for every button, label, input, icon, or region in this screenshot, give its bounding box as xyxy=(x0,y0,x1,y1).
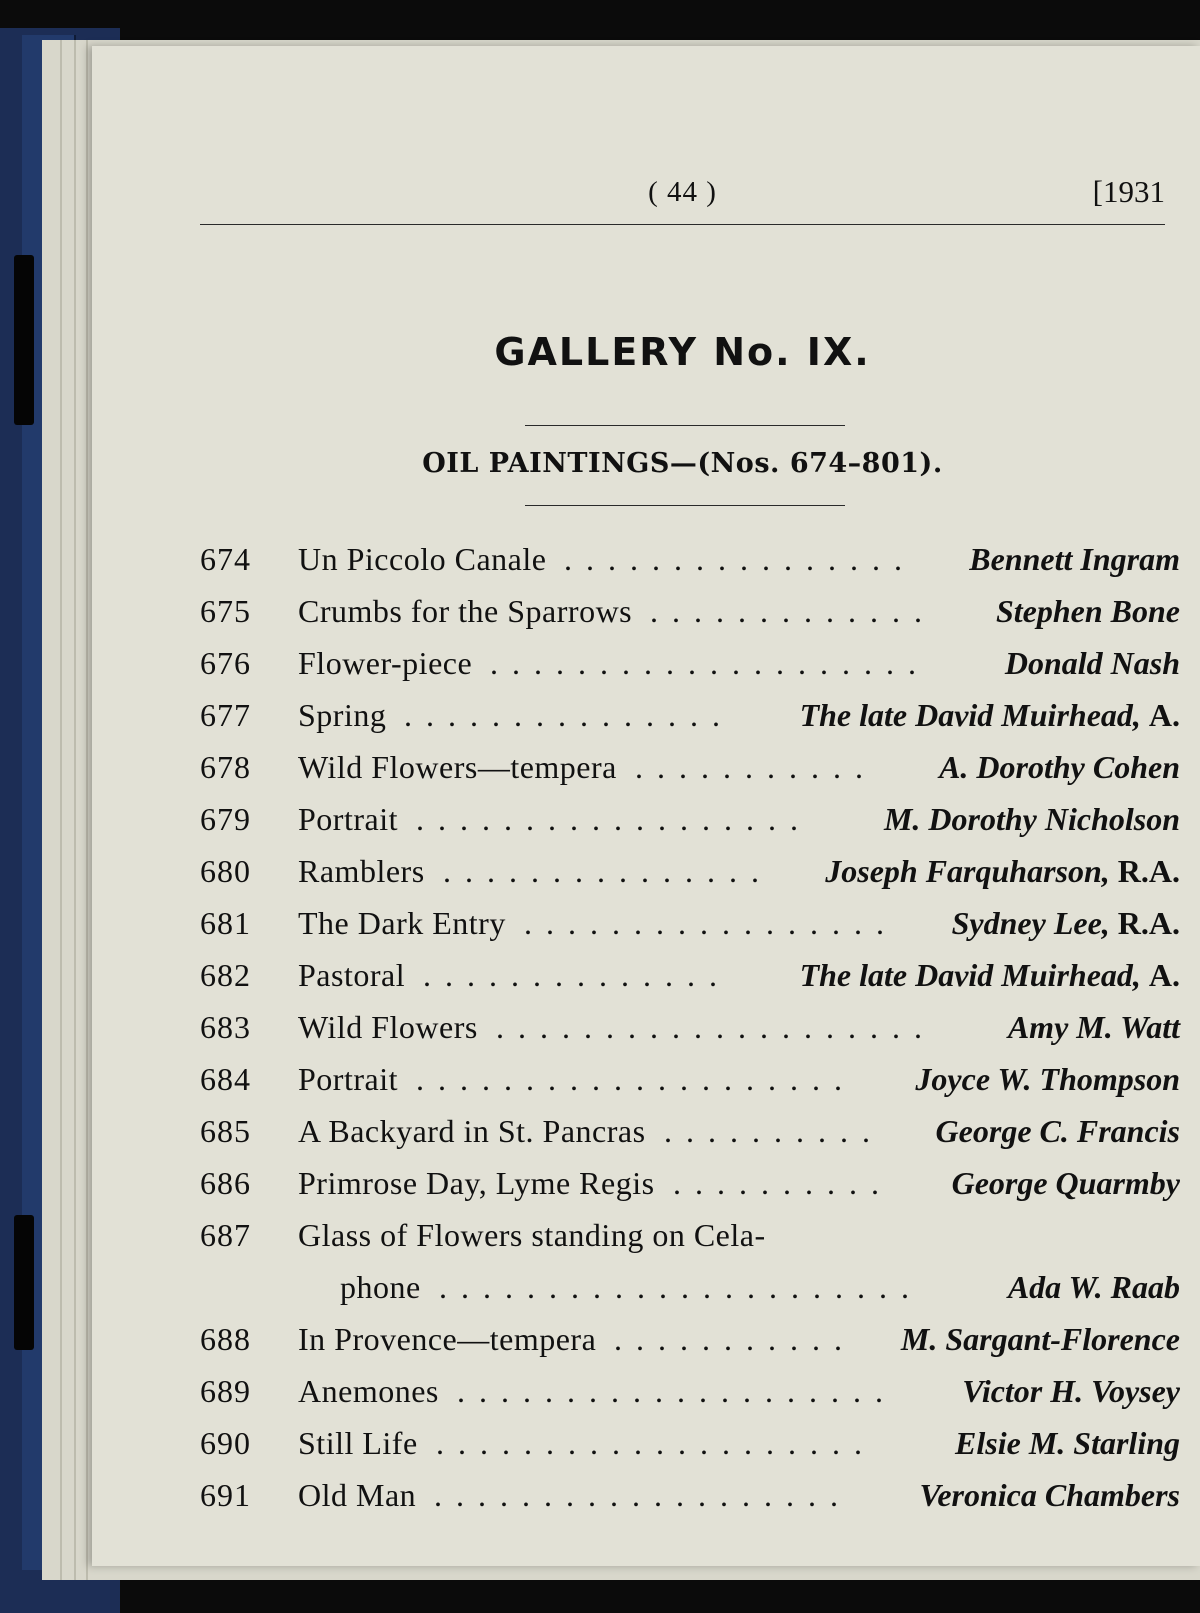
catalogue-entry xyxy=(200,897,1180,949)
dot-leader: ............. xyxy=(650,593,936,629)
catalogue-entry xyxy=(200,1469,1180,1521)
entry-artist xyxy=(800,949,1180,1001)
dot-leader: .................... xyxy=(496,1009,936,1045)
artist-name: Joseph Farquharson, xyxy=(825,853,1110,889)
catalogue-entry xyxy=(200,845,1180,897)
entry-number: 676 xyxy=(200,645,251,681)
entry-line xyxy=(200,741,1180,793)
dot-leader: .......... xyxy=(673,1165,893,1201)
artist-honour: A. xyxy=(1148,957,1180,993)
dot-leader: ............... xyxy=(404,697,734,733)
dot-leader: ........... xyxy=(614,1321,856,1357)
artist-name: Sydney Lee, xyxy=(951,905,1110,941)
entry-line xyxy=(200,1313,1180,1365)
catalogue-entry xyxy=(200,1001,1180,1053)
dot-leader: .................... xyxy=(416,1061,856,1097)
catalogue-entry xyxy=(200,533,1180,585)
catalogue-entry xyxy=(200,1417,1180,1469)
entry-artist xyxy=(1005,637,1180,689)
dot-leader: ........... xyxy=(635,749,877,785)
entry-title: Old Man xyxy=(298,1477,417,1513)
entry-number: 680 xyxy=(200,853,251,889)
entry-title: Wild Flowers—tempera xyxy=(298,749,617,785)
entry-number: 682 xyxy=(200,957,251,993)
entry-artist xyxy=(901,1313,1180,1365)
entry-number: 674 xyxy=(200,541,251,577)
entry-number: 688 xyxy=(200,1321,251,1357)
entry-title: Spring xyxy=(298,697,387,733)
artist-name: The late David Muirhead, xyxy=(799,697,1141,733)
entry-number: 679 xyxy=(200,801,251,837)
entry-number: 690 xyxy=(200,1425,251,1461)
catalogue-year: [1931 xyxy=(1092,174,1165,209)
entry-number: 684 xyxy=(200,1061,251,1097)
page-edge xyxy=(60,40,62,1580)
artist-name: Amy M. Watt xyxy=(1007,1009,1180,1045)
entry-artist xyxy=(825,845,1180,897)
artist-honour: R.A. xyxy=(1117,853,1180,889)
dot-leader: .............. xyxy=(423,957,731,993)
entry-number: 685 xyxy=(200,1113,251,1149)
entry-artist xyxy=(962,1365,1180,1417)
entry-title: Primrose Day, Lyme Regis xyxy=(298,1165,655,1201)
entry-title: The Dark Entry xyxy=(298,905,506,941)
dot-leader: ................... xyxy=(434,1477,852,1513)
dot-leader: .................... xyxy=(436,1425,876,1461)
entry-artist xyxy=(936,1105,1180,1157)
catalogue-entry xyxy=(200,1157,1180,1209)
page-header xyxy=(200,172,1165,225)
catalogue-entry xyxy=(200,1365,1180,1417)
entry-line xyxy=(200,1417,1180,1469)
entry-line xyxy=(200,897,1180,949)
artist-name: Stephen Bone xyxy=(995,593,1180,629)
divider xyxy=(525,425,845,426)
entry-title: A Backyard in St. Pancras xyxy=(298,1113,646,1149)
entry-title: Portrait xyxy=(298,1061,398,1097)
artist-name: M. Dorothy Nicholson xyxy=(883,801,1180,837)
entry-number: 691 xyxy=(200,1477,251,1513)
artist-name: Elsie M. Starling xyxy=(955,1425,1180,1461)
entry-title: Portrait xyxy=(298,801,398,837)
entry-number: 677 xyxy=(200,697,251,733)
artist-name: Ada W. Raab xyxy=(1007,1269,1180,1305)
entry-line xyxy=(200,1053,1180,1105)
entry-number: 689 xyxy=(200,1373,251,1409)
entry-line xyxy=(200,949,1180,1001)
entry-line xyxy=(200,585,1180,637)
dot-leader: ................. xyxy=(524,905,898,941)
bleed-through-text xyxy=(162,241,171,279)
dot-leader: ................ xyxy=(564,541,916,577)
entry-line xyxy=(200,845,1180,897)
entry-number: 675 xyxy=(200,593,251,629)
artist-name: A. Dorothy Cohen xyxy=(939,749,1180,785)
artist-name: M. Sargant-Florence xyxy=(900,1321,1180,1357)
entry-title: Ramblers xyxy=(298,853,425,889)
dot-leader: .................... xyxy=(457,1373,897,1409)
artist-honour: A. xyxy=(1148,697,1180,733)
entry-line xyxy=(200,1105,1180,1157)
entry-line xyxy=(200,533,1180,585)
cover-tab xyxy=(14,1215,34,1350)
artist-name: Donald Nash xyxy=(1004,645,1180,681)
entry-line xyxy=(200,1469,1180,1521)
entry-line xyxy=(200,1001,1180,1053)
entry-title: Flower-piece xyxy=(298,645,473,681)
entry-artist xyxy=(969,533,1180,585)
entry-title: Un Piccolo Canale xyxy=(298,541,547,577)
catalogue-entry xyxy=(200,1105,1180,1157)
entry-artist xyxy=(952,897,1180,949)
divider xyxy=(525,505,845,506)
entry-title: Glass of Flowers standing on Cela- xyxy=(298,1217,766,1253)
dot-leader: .......... xyxy=(664,1113,884,1149)
artist-name: The late David Muirhead, xyxy=(799,957,1141,993)
cover-tab xyxy=(14,255,34,425)
entry-number: 686 xyxy=(200,1165,251,1201)
artist-name: Bennett Ingram xyxy=(969,541,1180,577)
entry-artist xyxy=(884,793,1180,845)
artist-honour: R.A. xyxy=(1117,905,1180,941)
artist-name: Joyce W. Thompson xyxy=(915,1061,1180,1097)
entry-artist xyxy=(920,1469,1180,1521)
entry-line xyxy=(200,637,1180,689)
entry-title: Wild Flowers xyxy=(298,1009,478,1045)
artist-name: Victor H. Voysey xyxy=(962,1373,1180,1409)
catalogue-list xyxy=(200,533,1180,1521)
entry-title: Crumbs for the Sparrows xyxy=(298,593,633,629)
catalogue-entry xyxy=(200,637,1180,689)
page-number: ( 44 ) xyxy=(648,176,717,208)
entry-title: In Provence—tempera xyxy=(298,1321,597,1357)
entry-artist xyxy=(939,741,1180,793)
entry-number: 687 xyxy=(200,1217,251,1253)
entry-artist xyxy=(1008,1001,1180,1053)
entry-artist xyxy=(996,585,1180,637)
section-subtitle: OIL PAINTINGS—(Nos. 674–801). xyxy=(422,448,943,479)
dot-leader: .................... xyxy=(490,645,930,681)
gallery-title: GALLERY No. IX. xyxy=(494,330,871,374)
entry-line xyxy=(200,793,1180,845)
entry-artist xyxy=(800,689,1180,741)
artist-name: George Quarmby xyxy=(951,1165,1180,1201)
dot-leader: ............... xyxy=(443,853,773,889)
entry-number: 683 xyxy=(200,1009,251,1045)
page-edge xyxy=(74,40,76,1580)
entry-title: Pastoral xyxy=(298,957,406,993)
page-edge xyxy=(86,40,88,1580)
dot-leader: ...................... xyxy=(439,1269,923,1305)
artist-name: Veronica Chambers xyxy=(919,1477,1180,1513)
entry-number: 681 xyxy=(200,905,251,941)
entry-line xyxy=(200,1261,1180,1313)
artist-name: George C. Francis xyxy=(935,1113,1180,1149)
catalogue-entry xyxy=(200,1313,1180,1365)
catalogue-entry xyxy=(200,1209,1180,1313)
catalogue-entry xyxy=(200,949,1180,1001)
entry-line xyxy=(200,1157,1180,1209)
catalogue-entry xyxy=(200,741,1180,793)
entry-title-continued: phone xyxy=(340,1269,421,1305)
dot-leader: .................. xyxy=(416,801,812,837)
entry-artist xyxy=(952,1157,1180,1209)
entry-artist xyxy=(1008,1261,1180,1313)
entry-line xyxy=(200,1209,1180,1261)
entry-line xyxy=(200,689,1180,741)
entry-title: Anemones xyxy=(298,1373,439,1409)
catalogue-entry xyxy=(200,689,1180,741)
catalogue-entry xyxy=(200,793,1180,845)
catalogue-entry xyxy=(200,1053,1180,1105)
entry-artist xyxy=(915,1053,1180,1105)
catalogue-entry xyxy=(200,585,1180,637)
entry-number: 678 xyxy=(200,749,251,785)
entry-line xyxy=(200,1365,1180,1417)
entry-title: Still Life xyxy=(298,1425,418,1461)
entry-artist xyxy=(955,1417,1180,1469)
